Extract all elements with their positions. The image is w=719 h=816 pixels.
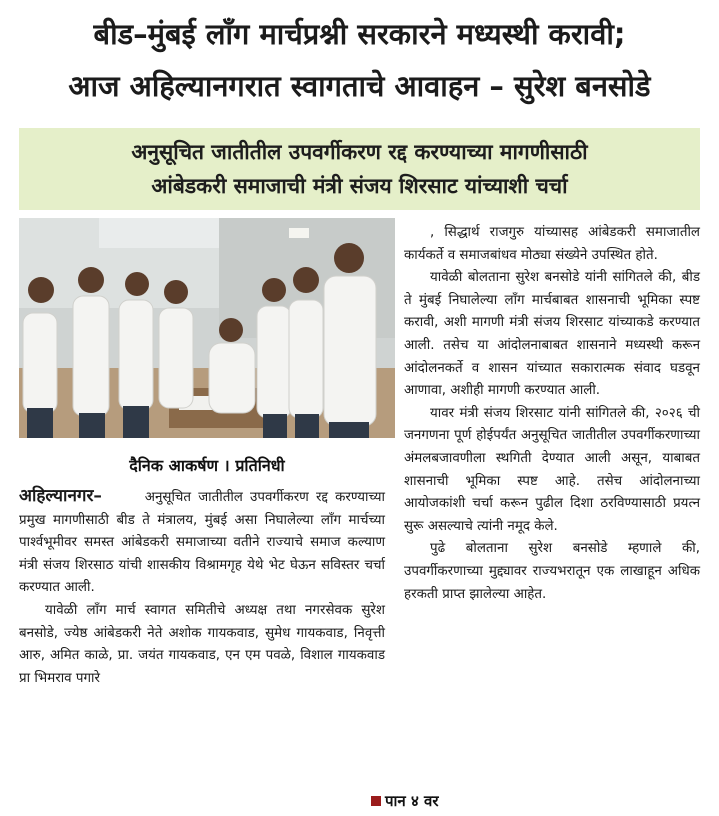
article-paragraph: , सिद्धार्थ राजगुरु यांच्यासह आंबेडकरी समाजातील कार्यकर्ते व समाजबांधव मोठ्या संख्येने उपस्थित होते. xyxy=(404,225,700,263)
headline xyxy=(0,0,719,124)
article-paragraph: यावर मंत्री संजय शिरसाट यांनी सांगितले की, २०२६ ची जनगणना पूर्ण होईपर्यंत अनुसूचित जातीतील उपवर्गीकरणाच्या अंमलबजावणीला स्थगिती देण्यात आली असून, याबाबत शासनाची भूमिका स्पष्ट आहे. तसेच आंदोलनाच्या आयोजकांशी चर्चा करून पुढील दिशा ठरविण्यासाठी प्रयत्न सुरू असल्याचे त्यांनी नमूद केले. xyxy=(404,405,700,534)
byline: दैनिक आकर्षण । प्रतिनिधी xyxy=(129,456,285,475)
article-paragraph xyxy=(19,485,385,600)
continued-label: पान ४ वर xyxy=(385,792,439,810)
headline-line-2: आज अहिल्यानगरात स्वागताचे आवाहन – सुरेश बनसोडे xyxy=(68,69,651,103)
news-photo-illustration xyxy=(19,218,395,438)
article-paragraph: यावेळी लाँग मार्च स्वागत समितीचे अध्यक्ष तथा नगरसेवक सुरेश बनसोडे, ज्येष्ठ आंबेडकरी नेते अशोक गायकवाड, सुमेध गायकवाड, निवृत्ती आरु, अमित काळे, प्रा. जयंत गायकवाड, एन एम पवळे, विशाल गायकवाड प्रा भिमराव पगारे xyxy=(19,602,385,686)
headline-line-1: बीड–मुंबई लाँग मार्चप्रश्नी सरकारने मध्यस्थी करावी; xyxy=(93,17,626,51)
article-column-right xyxy=(404,222,700,606)
subheadline-line-2: आंबेडकरी समाजाची मंत्री संजय शिरसाट यांच्याशी चर्चा xyxy=(151,174,568,198)
article-column-left xyxy=(19,485,385,690)
dateline: अहिल्यानगर– xyxy=(19,486,102,506)
square-bullet-icon xyxy=(371,796,381,806)
subheadline xyxy=(19,128,700,210)
subheadline-line-1: अनुसूचित जातीतील उपवर्गीकरण रद्द करण्याच्या मागणीसाठी xyxy=(131,140,588,164)
article-paragraph: पुढे बोलताना सुरेश बनसोडे म्हणाले की, उपवर्गीकरणाच्या मुद्द्यावर राज्यभरातून एक लाखाहून अधिक हरकती प्राप्त झालेल्या आहेत. xyxy=(404,541,700,602)
news-photo xyxy=(19,218,395,438)
continued-on-page[interactable] xyxy=(371,790,438,812)
paragraph-text: अनुसूचित जातीतील उपवर्गीकरण रद्द करण्याच्या प्रमुख मागणीसाठी बीड ते मंत्रालय, मुंबई असा निघालेल्या लाँग मार्चच्या पार्श्वभूमीवर समस्त आंबेडकरी समाजाच्या वतीने राज्याचे समाज कल्याण मंत्री संजय शिरसाठ यांची शासकीय विश्रामगृह येथे भेट घेऊन सविस्तर चर्चा करण्यात आली. xyxy=(19,490,385,596)
article-paragraph: यावेळी बोलताना सुरेश बनसोडे यांनी सांगितले की, बीड ते मुंबई निघालेल्या लाँग मार्चबाबत शासनाची भूमिका स्पष्ट करावी, अशी मागणी मंत्री संजय शिरसाट यांच्याकडे करण्यात आली. तसेच या आंदोलनाबाबत शासनाने मध्यस्थी करून आंदोलनकर्ते व शासन यांच्यात सकारात्मक संवाद घडवून आणावा, अशीही मागणी करण्यात आली. xyxy=(404,270,700,399)
